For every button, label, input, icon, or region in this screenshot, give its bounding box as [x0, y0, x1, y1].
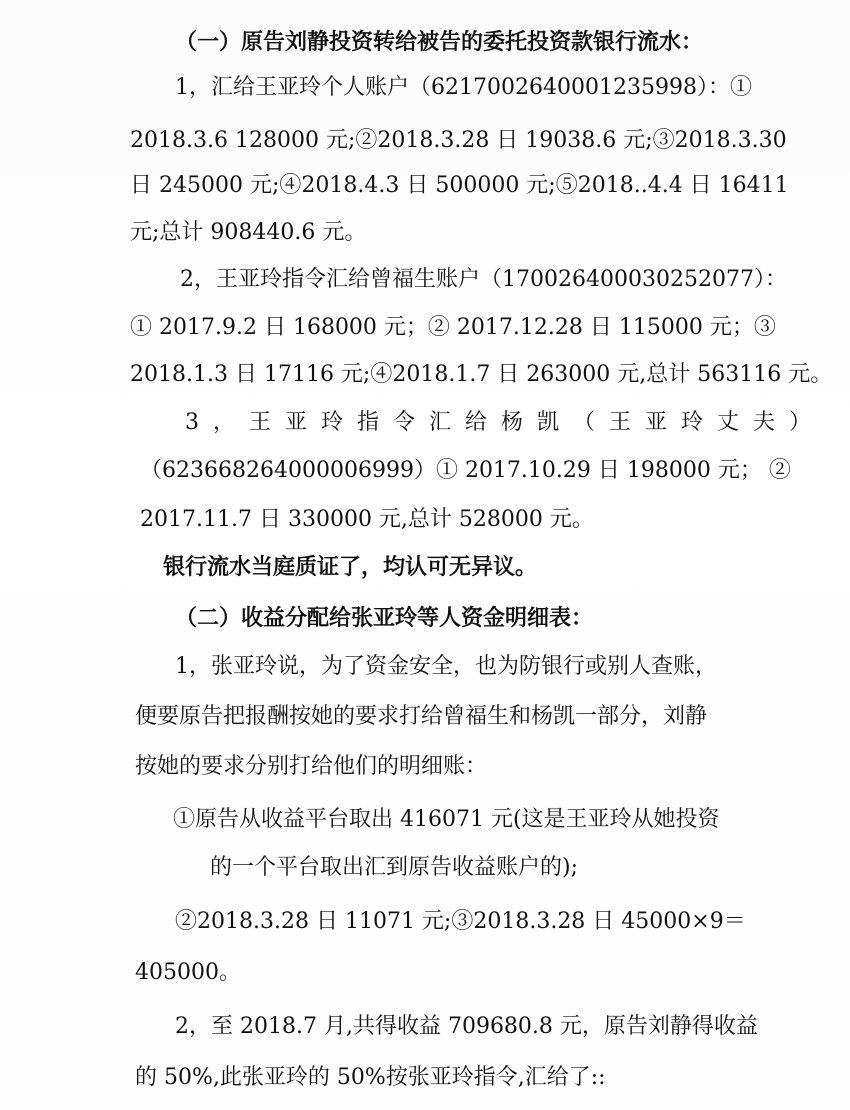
s1-item3-line3: 2017.11.7 日 330000 元,总计 528000 元。 — [140, 507, 594, 532]
s2-item1-line3: 按她的要求分别打给他们的明细账： — [135, 754, 488, 779]
section1-heading: （一）原告刘静投资转给被告的委托投资款银行流水： — [175, 29, 704, 55]
s2-item1-sub2-line2: 405000。 — [135, 960, 241, 985]
s1-item2-line1: 2，王亚玲指令汇给曾福生账户（17002640003025​2077）： — [180, 267, 787, 292]
s2-item2-line1: 2，至 2018.7 月,共得收益 709680.8 元，原告刘静得收益 — [175, 1014, 758, 1039]
s1-item3-line2: （6236682640000069​99）① 2017.10.29 日 198000 元； ② — [140, 458, 791, 483]
s2-item1-line2: 便要原告把报酬按她的要求打给曾福生和杨凯一部分，刘静 — [135, 704, 708, 729]
s2-item1-line1: 1，张亚玲说，为了资金安全，也为防银行或别人查账， — [175, 654, 717, 679]
s1-item1-line3: 日 245000 元;④2018.4.3 日 500000 元;⑤2018..4.4 日 16411 — [130, 173, 789, 198]
s1-item1-line4: 元;总计 908440.6 元。 — [130, 220, 367, 245]
s1-item2-line3: 2018.1.3 日 17116 元;④2018.1.7 日 263000 元,总计 563116 元。 — [130, 362, 833, 387]
s2-item2-line2: 的 50%,此张亚玲的 50%按张亚玲指令,汇给了:: — [135, 1065, 606, 1090]
section2-heading: （二）收益分配给张亚玲等人资金明细表： — [175, 605, 594, 631]
s2-item1-sub1-line2: 的一个平台取出汇到原告收益账户的); — [210, 855, 578, 880]
s1-item1-line1: 1，汇给王亚玲个人账户（6217002640001235998）：① — [175, 75, 752, 100]
s1-item1-line2: 2018.3.6 128000 元;②2018.3.28 日 19038.6 元;③2018.3.30 — [130, 128, 787, 153]
s2-item1-sub1-line1: ①原告从收益平台取出 416071 元(这是王亚玲从她投资 — [173, 807, 720, 832]
s1-item3-line1: 3，王亚玲指令汇给杨凯（王亚玲丈夫） — [185, 410, 825, 435]
s1-conclusion: 银行流水当庭质证了，均认可无异议。 — [163, 554, 538, 580]
s1-item2-line2: ① 2017.9.2 日 168000 元；② 2017.12.28 日 115000 元；③ — [130, 315, 776, 340]
s2-item1-sub2-line1: ②2018.3.28 日 11071 元;③2018.3.28 日 45000×9＝ — [175, 909, 746, 934]
